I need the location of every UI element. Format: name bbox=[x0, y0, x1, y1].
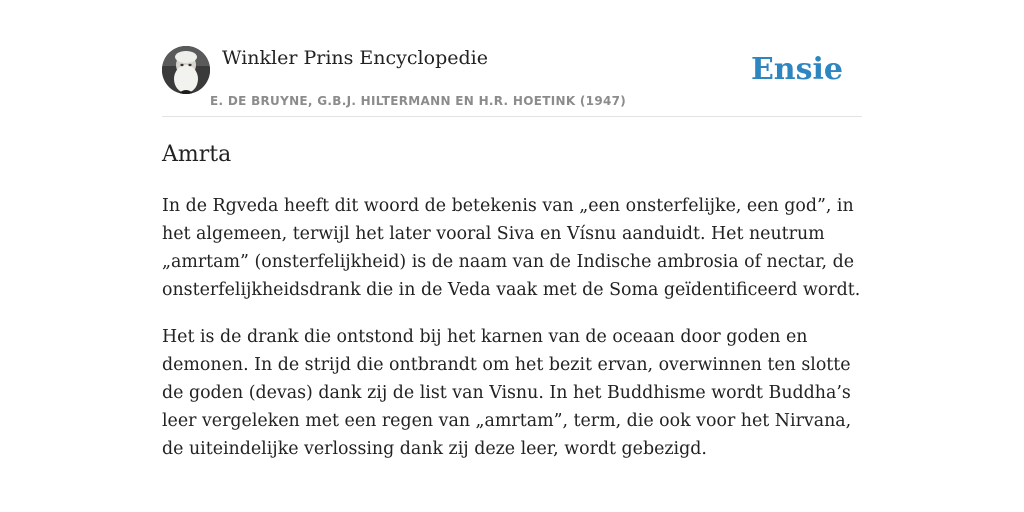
article-paragraph: In de Rgveda heeft dit woord de betekenis van „een onsterfelijke, een god”, in het algemeen, terwijl het later vooral Siva en Vísnu aanduidt. Het neutrum „amrtam” (onsterfelijkheid) is de naam van de Indische ambrosia of nectar, de onsterfelijkheidsdrank die in de Veda vaak met de Soma geïdentificeerd wordt. bbox=[162, 196, 861, 300]
encyclopedia-title[interactable]: Winkler Prins Encyclopedie bbox=[222, 47, 488, 69]
ensie-logo-link[interactable]: Ensie bbox=[750, 52, 843, 87]
article-body bbox=[162, 192, 874, 482]
article-title: Amrta bbox=[162, 142, 232, 167]
article-paragraph: Het is de drank die ontstond bij het karnen van de oceaan door goden en demonen. In de strijd die ontbrandt om het bezit ervan, overwinnen ten slotte de goden (devas) dank zij de list van Visnu. In het Buddhisme wordt Buddha’s leer vergeleken met een regen van „amrtam”, term, die ook voor het Nirvana, de uiteindelijke verlossing dank zij deze leer, wordt gebezigd. bbox=[162, 327, 852, 459]
avatar[interactable] bbox=[162, 46, 210, 94]
bearded-man-portrait-icon bbox=[162, 46, 210, 94]
authors-line: E. DE BRUYNE, G.B.J. HILTERMANN EN H.R. HOETINK (1947) bbox=[210, 94, 627, 108]
site-header bbox=[162, 46, 862, 117]
